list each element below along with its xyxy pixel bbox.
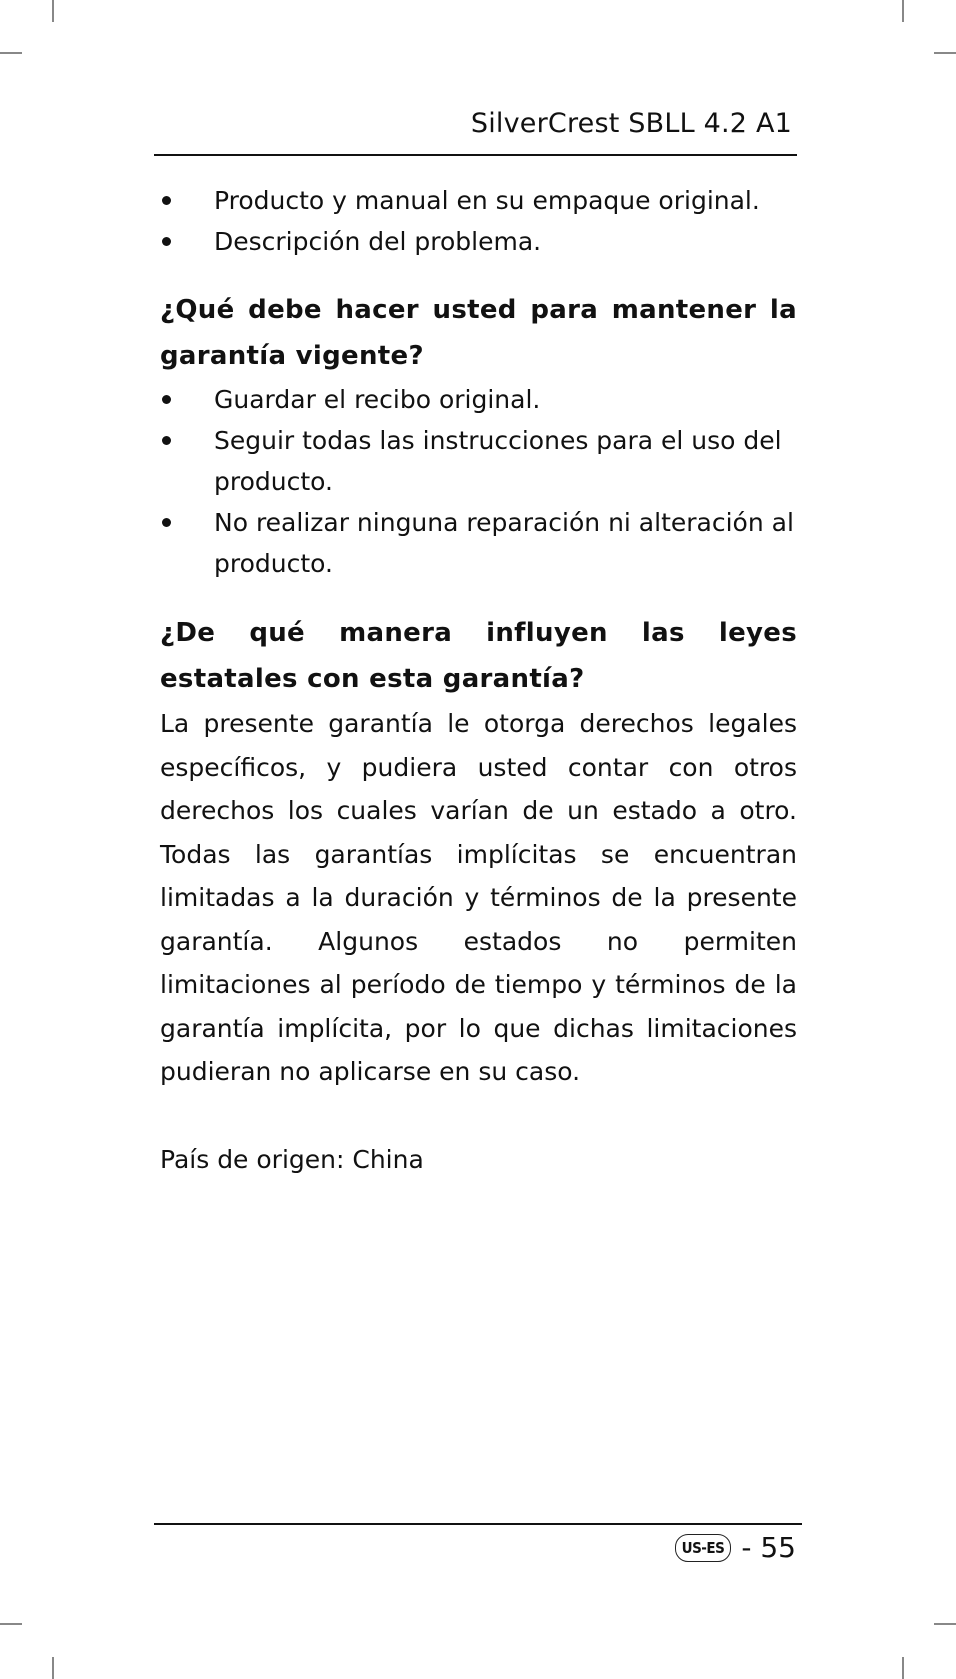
footer-rule — [154, 1523, 802, 1525]
list-item — [160, 180, 797, 221]
page-header-title: SilverCrest SBLL 4.2 A1 — [470, 108, 792, 139]
crop-mark — [0, 1623, 22, 1625]
bullet-icon — [162, 518, 171, 527]
list-item — [160, 420, 797, 502]
page-number: - 55 — [741, 1531, 796, 1564]
requirements-list — [160, 180, 797, 262]
list-item — [160, 502, 797, 584]
list-item-text: Guardar el recibo original. — [214, 385, 541, 414]
bullet-icon — [162, 395, 171, 404]
page-content — [160, 180, 797, 1181]
crop-mark — [902, 0, 904, 22]
bullet-icon — [162, 237, 171, 246]
bullet-icon — [162, 196, 171, 205]
list-item-text: Descripción del problema. — [214, 227, 542, 256]
list-item-text: Seguir todas las instrucciones para el uso del producto. — [214, 426, 782, 496]
country-of-origin: País de origen: China — [160, 1144, 424, 1174]
list-item-text: Producto y manual en su empaque original. — [214, 186, 760, 215]
bullet-icon — [162, 436, 171, 445]
header-rule — [154, 154, 797, 156]
crop-mark — [0, 52, 22, 54]
laws-paragraph: La presente garantía le otorga derechos legales específicos, y pudiera usted contar con otros derechos los cuales varían de un estado a otro. Todas las garantías implícitas se encuentran limitadas a la duración y términos de la presente garantía. Algunos estados no permiten limitaciones al período de tiempo y términos de la garantía implícita, por lo que dichas limitaciones pudieran no aplicarse en su caso. — [160, 709, 797, 1086]
crop-mark — [902, 1657, 904, 1679]
warranty-list — [160, 379, 797, 584]
language-badge-icon: US-ES — [675, 1534, 732, 1562]
list-item — [160, 379, 797, 420]
crop-mark — [52, 0, 54, 22]
list-item — [160, 221, 797, 262]
page-footer — [675, 1531, 796, 1564]
list-item-text: No realizar ninguna reparación ni alteración al producto. — [214, 508, 794, 578]
crop-mark — [934, 52, 956, 54]
crop-mark — [934, 1623, 956, 1625]
section-heading-warranty: ¿Qué debe hacer usted para mantener la garantía vigente? — [160, 295, 797, 371]
crop-mark — [52, 1657, 54, 1679]
section-heading-laws: ¿De qué manera influyen las leyes estatales con esta garantía? — [160, 618, 797, 694]
